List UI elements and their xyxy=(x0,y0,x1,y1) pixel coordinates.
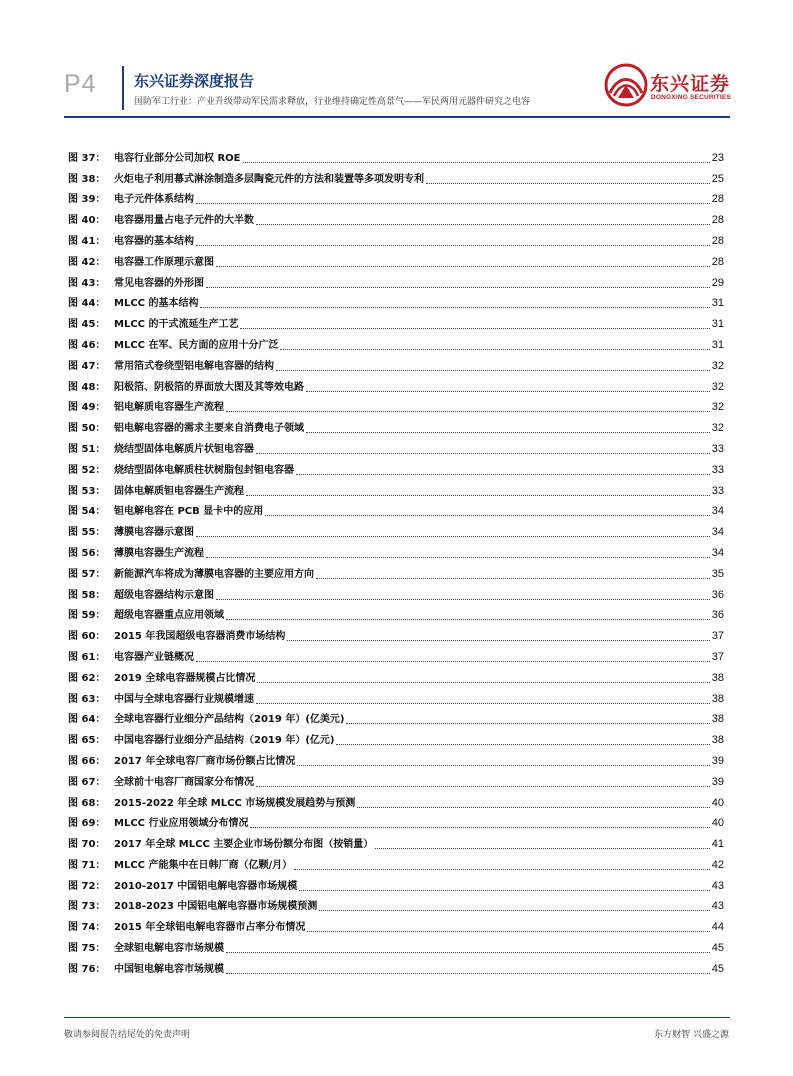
toc-figure-title[interactable]: 钽电解电容在 PCB 显卡中的应用 xyxy=(114,506,264,518)
toc-leader-dots xyxy=(226,618,710,620)
toc-figure-label: 图 40： xyxy=(68,215,106,227)
toc-leader-dots xyxy=(216,598,710,600)
toc-page-number: 31 xyxy=(711,297,724,310)
toc-figure-label: 图 43： xyxy=(68,277,106,289)
report-subtitle: 国防军工行业：产业升级带动军民需求释放，行业维持确定性高景气——军民两用元器件研究之电容 xyxy=(134,97,531,107)
toc-entry[interactable] xyxy=(68,602,724,623)
toc-entry[interactable] xyxy=(68,144,724,165)
toc-page-number: 39 xyxy=(711,754,724,767)
toc-figure-label: 图 54： xyxy=(68,506,106,518)
toc-entry[interactable] xyxy=(68,706,724,727)
toc-leader-dots xyxy=(256,452,710,454)
toc-figure-title[interactable]: 全球电容器行业细分产品结构（2019 年）(亿美元) xyxy=(114,714,345,726)
toc-page-number: 40 xyxy=(711,817,724,830)
toc-page-number: 40 xyxy=(711,796,724,809)
toc-figure-title[interactable]: 固体电解质钽电容器生产流程 xyxy=(114,485,244,497)
toc-leader-dots xyxy=(306,390,710,392)
toc-entry[interactable] xyxy=(68,747,724,768)
logo-name-en: DONGXING SECURITIES xyxy=(651,94,732,101)
toc-figure-title[interactable]: 2017 年全球电容厂商市场份额占比情况 xyxy=(114,755,296,767)
toc-entry[interactable] xyxy=(68,373,724,394)
toc-entry[interactable] xyxy=(68,227,724,248)
toc-figure-label: 图 62： xyxy=(68,672,106,684)
toc-entry[interactable] xyxy=(68,290,724,311)
toc-entry[interactable] xyxy=(68,331,724,352)
toc-figure-label: 图 48： xyxy=(68,381,106,393)
toc-figure-title[interactable]: MLCC 的基本结构 xyxy=(114,298,199,310)
footer-slogan: 东方财智 兴盛之源 xyxy=(654,1030,729,1040)
toc-page-number: 34 xyxy=(711,526,724,539)
toc-leader-dots xyxy=(306,431,710,433)
toc-figure-title[interactable]: 电容器产业链概况 xyxy=(114,651,194,663)
toc-figure-label: 图 45： xyxy=(68,319,106,331)
toc-entry[interactable] xyxy=(68,664,724,685)
toc-page-number: 38 xyxy=(711,713,724,726)
toc-entry[interactable] xyxy=(68,498,724,519)
toc-figure-label: 图 51： xyxy=(68,443,106,455)
header-rule xyxy=(64,116,730,118)
toc-page-number: 37 xyxy=(711,650,724,663)
toc-page-number: 32 xyxy=(711,401,724,414)
toc-entry[interactable] xyxy=(68,394,724,415)
toc-figure-label: 图 64： xyxy=(68,714,106,726)
toc-figure-title[interactable]: 电容器的基本结构 xyxy=(114,235,194,247)
toc-leader-dots xyxy=(375,847,709,849)
footer-disclaimer: 敬请参阅报告结尾处的免责声明 xyxy=(64,1030,191,1040)
toc-entry[interactable] xyxy=(68,810,724,831)
toc-leader-dots xyxy=(307,930,709,932)
toc-figure-title[interactable]: 薄膜电容器生产流程 xyxy=(114,547,204,559)
toc-figure-title[interactable]: 2010-2017 中国铝电解电容器市场规模 xyxy=(114,880,298,892)
toc-figure-title[interactable]: MLCC 的干式流延生产工艺 xyxy=(114,319,239,331)
toc-leader-dots xyxy=(206,286,710,288)
toc-figure-label: 图 74： xyxy=(68,922,106,934)
toc-leader-dots xyxy=(426,182,710,184)
toc-leader-dots xyxy=(200,306,709,308)
toc-entry[interactable] xyxy=(68,893,724,914)
toc-leader-dots xyxy=(257,681,709,683)
footer-rule xyxy=(64,1017,730,1018)
toc-figure-label: 图 55： xyxy=(68,527,106,539)
toc-page-number: 35 xyxy=(711,567,724,580)
toc-figure-label: 图 70： xyxy=(68,839,106,851)
logo-name-cn: 东兴证券 xyxy=(650,73,731,95)
toc-page-number: 28 xyxy=(711,234,724,247)
toc-leader-dots xyxy=(280,348,709,350)
toc-leader-dots xyxy=(196,535,710,537)
toc-leader-dots xyxy=(196,244,710,246)
toc-figure-title[interactable]: 中国电容器行业细分产品结构（2019 年）(亿元) xyxy=(114,735,335,747)
toc-figure-label: 图 61： xyxy=(68,651,106,663)
toc-page-number: 45 xyxy=(711,962,724,975)
toc-figure-label: 图 68： xyxy=(68,797,106,809)
toc-entry[interactable] xyxy=(68,581,724,602)
toc-figure-title[interactable]: 超级电容器结构示意图 xyxy=(114,589,214,601)
toc-leader-dots xyxy=(243,161,710,163)
toc-figure-label: 图 67： xyxy=(68,776,106,788)
toc-figure-label: 图 73： xyxy=(68,901,106,913)
toc-figure-label: 图 52： xyxy=(68,464,106,476)
toc-leader-dots xyxy=(336,743,709,745)
toc-figure-title[interactable]: 超级电容器重点应用领域 xyxy=(114,610,224,622)
toc-entry[interactable] xyxy=(68,768,724,789)
toc-figure-label: 图 72： xyxy=(68,880,106,892)
toc-figure-title[interactable]: 电容器工作原理示意图 xyxy=(114,256,214,268)
toc-page-number: 34 xyxy=(711,505,724,518)
toc-figure-title[interactable]: 铝电解电容器的需求主要来自消费电子领域 xyxy=(114,423,304,435)
toc-page-number: 38 xyxy=(711,671,724,684)
toc-entry[interactable] xyxy=(68,165,724,186)
toc-page-number: 33 xyxy=(711,442,724,455)
toc-figure-title[interactable]: 2015-2022 年全球 MLCC 市场规模发展趋势与预测 xyxy=(114,797,356,809)
toc-figure-label: 图 47： xyxy=(68,360,106,372)
toc-entry[interactable] xyxy=(68,414,724,435)
toc-page-number: 41 xyxy=(711,838,724,851)
toc-figure-label: 图 60： xyxy=(68,631,106,643)
toc-figure-label: 图 50： xyxy=(68,423,106,435)
toc-entry[interactable] xyxy=(68,518,724,539)
toc-entry[interactable] xyxy=(68,851,724,872)
toc-page-number: 34 xyxy=(711,546,724,559)
toc-leader-dots xyxy=(299,889,709,891)
figure-index xyxy=(68,144,724,976)
toc-entry[interactable] xyxy=(68,830,724,851)
toc-entry[interactable] xyxy=(68,726,724,747)
toc-figure-title[interactable]: 薄膜电容器示意图 xyxy=(114,527,194,539)
toc-page-number: 43 xyxy=(711,900,724,913)
toc-page-number: 33 xyxy=(711,463,724,476)
toc-figure-label: 图 65： xyxy=(68,735,106,747)
toc-entry[interactable] xyxy=(68,310,724,331)
toc-figure-label: 图 37： xyxy=(68,152,106,164)
toc-figure-title[interactable]: 2018-2023 中国铝电解电容器市场规模预测 xyxy=(114,901,318,913)
toc-page-number: 23 xyxy=(711,151,724,164)
toc-leader-dots xyxy=(196,202,710,204)
toc-figure-label: 图 56： xyxy=(68,547,106,559)
toc-entry[interactable] xyxy=(68,872,724,893)
toc-figure-title[interactable]: 2019 全球电容器规模占比情况 xyxy=(114,672,256,684)
dongxing-logo-icon xyxy=(604,63,648,107)
toc-figure-title[interactable]: MLCC 产能集中在日韩厂商（亿颗/月） xyxy=(114,859,293,871)
toc-entry[interactable] xyxy=(68,955,724,976)
page-number: P4 xyxy=(64,70,97,98)
toc-leader-dots xyxy=(287,639,709,641)
toc-figure-title[interactable]: 阳极箔、阴极箔的界面放大图及其等效电路 xyxy=(114,381,304,393)
toc-figure-title[interactable]: 中国钽电解电容市场规模 xyxy=(114,963,224,975)
toc-leader-dots xyxy=(265,514,709,516)
toc-page-number: 31 xyxy=(711,338,724,351)
toc-figure-label: 图 58： xyxy=(68,589,106,601)
toc-page-number: 32 xyxy=(711,422,724,435)
toc-figure-title[interactable]: 全球钽电解电容市场规模 xyxy=(114,943,224,955)
toc-leader-dots xyxy=(357,806,709,808)
toc-leader-dots xyxy=(226,951,710,953)
toc-figure-title[interactable]: 电子元件体系结构 xyxy=(114,194,194,206)
toc-page-number: 37 xyxy=(711,630,724,643)
toc-figure-label: 图 69： xyxy=(68,818,106,830)
toc-figure-title[interactable]: 2015 年全球铝电解电容器市占率分布情况 xyxy=(114,922,306,934)
toc-figure-label: 图 42： xyxy=(68,256,106,268)
toc-figure-label: 图 39： xyxy=(68,194,106,206)
toc-page-number: 32 xyxy=(711,380,724,393)
toc-figure-label: 图 66： xyxy=(68,755,106,767)
toc-page-number: 28 xyxy=(711,193,724,206)
toc-figure-label: 图 75： xyxy=(68,943,106,955)
toc-page-number: 29 xyxy=(711,276,724,289)
toc-entry[interactable] xyxy=(68,913,724,934)
toc-entry[interactable] xyxy=(68,477,724,498)
toc-figure-title[interactable]: 火炬电子利用幕式淋涂制造多层陶瓷元件的方法和装置等多项发明专利 xyxy=(114,173,424,185)
toc-figure-label: 图 63： xyxy=(68,693,106,705)
toc-figure-title[interactable]: 电容器用量占电子元件的大半数 xyxy=(114,215,254,227)
toc-leader-dots xyxy=(240,327,709,329)
toc-figure-title[interactable]: 2015 年我国超级电容器消费市场结构 xyxy=(114,631,286,643)
toc-leader-dots xyxy=(226,410,710,412)
toc-leader-dots xyxy=(256,702,710,704)
toc-page-number: 31 xyxy=(711,318,724,331)
toc-page-number: 36 xyxy=(711,609,724,622)
toc-figure-label: 图 76： xyxy=(68,963,106,975)
toc-page-number: 36 xyxy=(711,588,724,601)
toc-page-number: 38 xyxy=(711,692,724,705)
toc-page-number: 43 xyxy=(711,879,724,892)
toc-page-number: 33 xyxy=(711,484,724,497)
toc-leader-dots xyxy=(196,660,710,662)
toc-figure-title[interactable]: 中国与全球电容器行业规模增速 xyxy=(114,693,254,705)
toc-entry[interactable] xyxy=(68,435,724,456)
toc-figure-label: 图 44： xyxy=(68,298,106,310)
toc-figure-title[interactable]: MLCC 行业应用领域分布情况 xyxy=(114,818,249,830)
toc-entry[interactable] xyxy=(68,206,724,227)
toc-leader-dots xyxy=(316,577,710,579)
toc-entry[interactable] xyxy=(68,934,724,955)
toc-entry[interactable] xyxy=(68,248,724,269)
toc-entry[interactable] xyxy=(68,560,724,581)
toc-entry[interactable] xyxy=(68,186,724,207)
toc-leader-dots xyxy=(296,473,710,475)
toc-leader-dots xyxy=(216,265,710,267)
toc-page-number: 42 xyxy=(711,858,724,871)
toc-figure-label: 图 46： xyxy=(68,339,106,351)
toc-leader-dots xyxy=(294,868,710,870)
toc-entry[interactable] xyxy=(68,685,724,706)
toc-page-number: 32 xyxy=(711,359,724,372)
toc-page-number: 39 xyxy=(711,775,724,788)
toc-figure-label: 图 38： xyxy=(68,173,106,185)
toc-leader-dots xyxy=(246,494,710,496)
company-logo xyxy=(604,63,734,111)
toc-figure-title[interactable]: 烧结型固体电解质片状钽电容器 xyxy=(114,443,254,455)
toc-entry[interactable] xyxy=(68,456,724,477)
toc-figure-title[interactable]: 烧结型固体电解质柱状树脂包封钽电容器 xyxy=(114,464,294,476)
toc-entry[interactable] xyxy=(68,789,724,810)
toc-figure-title[interactable]: 电容行业部分公司加权 ROE xyxy=(114,152,241,164)
toc-figure-title[interactable]: 常见电容器的外形图 xyxy=(114,277,204,289)
toc-entry[interactable] xyxy=(68,269,724,290)
report-title: 东兴证券深度报告 xyxy=(134,72,255,90)
toc-figure-title[interactable]: 全球前十电容厂商国家分布情况 xyxy=(114,776,254,788)
toc-figure-label: 图 41： xyxy=(68,235,106,247)
toc-leader-dots xyxy=(250,826,709,828)
toc-leader-dots xyxy=(256,785,710,787)
toc-figure-label: 图 71： xyxy=(68,859,106,871)
toc-entry[interactable] xyxy=(68,643,724,664)
toc-leader-dots xyxy=(319,909,709,911)
toc-figure-label: 图 57： xyxy=(68,568,106,580)
toc-figure-label: 图 49： xyxy=(68,402,106,414)
toc-leader-dots xyxy=(206,556,710,558)
toc-figure-title[interactable]: 2017 年全球 MLCC 主要企业市场份额分布图（按销量） xyxy=(114,839,374,851)
toc-entry[interactable] xyxy=(68,539,724,560)
toc-leader-dots xyxy=(226,972,710,974)
toc-page-number: 28 xyxy=(711,255,724,268)
toc-page-number: 25 xyxy=(711,172,724,185)
toc-page-number: 45 xyxy=(711,942,724,955)
toc-figure-label: 图 53： xyxy=(68,485,106,497)
toc-figure-title[interactable]: 铝电解质电容器生产流程 xyxy=(114,402,224,414)
toc-leader-dots xyxy=(346,722,709,724)
toc-figure-title[interactable]: MLCC 在军、民方面的应用十分广泛 xyxy=(114,339,279,351)
toc-page-number: 28 xyxy=(711,214,724,227)
toc-entry[interactable] xyxy=(68,352,724,373)
toc-leader-dots xyxy=(256,223,710,225)
toc-page-number: 38 xyxy=(711,734,724,747)
toc-leader-dots xyxy=(297,764,709,766)
toc-page-number: 44 xyxy=(711,921,724,934)
toc-figure-title[interactable]: 新能源汽车将成为薄膜电容器的主要应用方向 xyxy=(114,568,314,580)
toc-leader-dots xyxy=(276,369,710,371)
toc-figure-title[interactable]: 常用箔式卷绕型铝电解电容器的结构 xyxy=(114,360,274,372)
toc-figure-label: 图 59： xyxy=(68,610,106,622)
header-divider xyxy=(122,66,124,110)
toc-entry[interactable] xyxy=(68,622,724,643)
